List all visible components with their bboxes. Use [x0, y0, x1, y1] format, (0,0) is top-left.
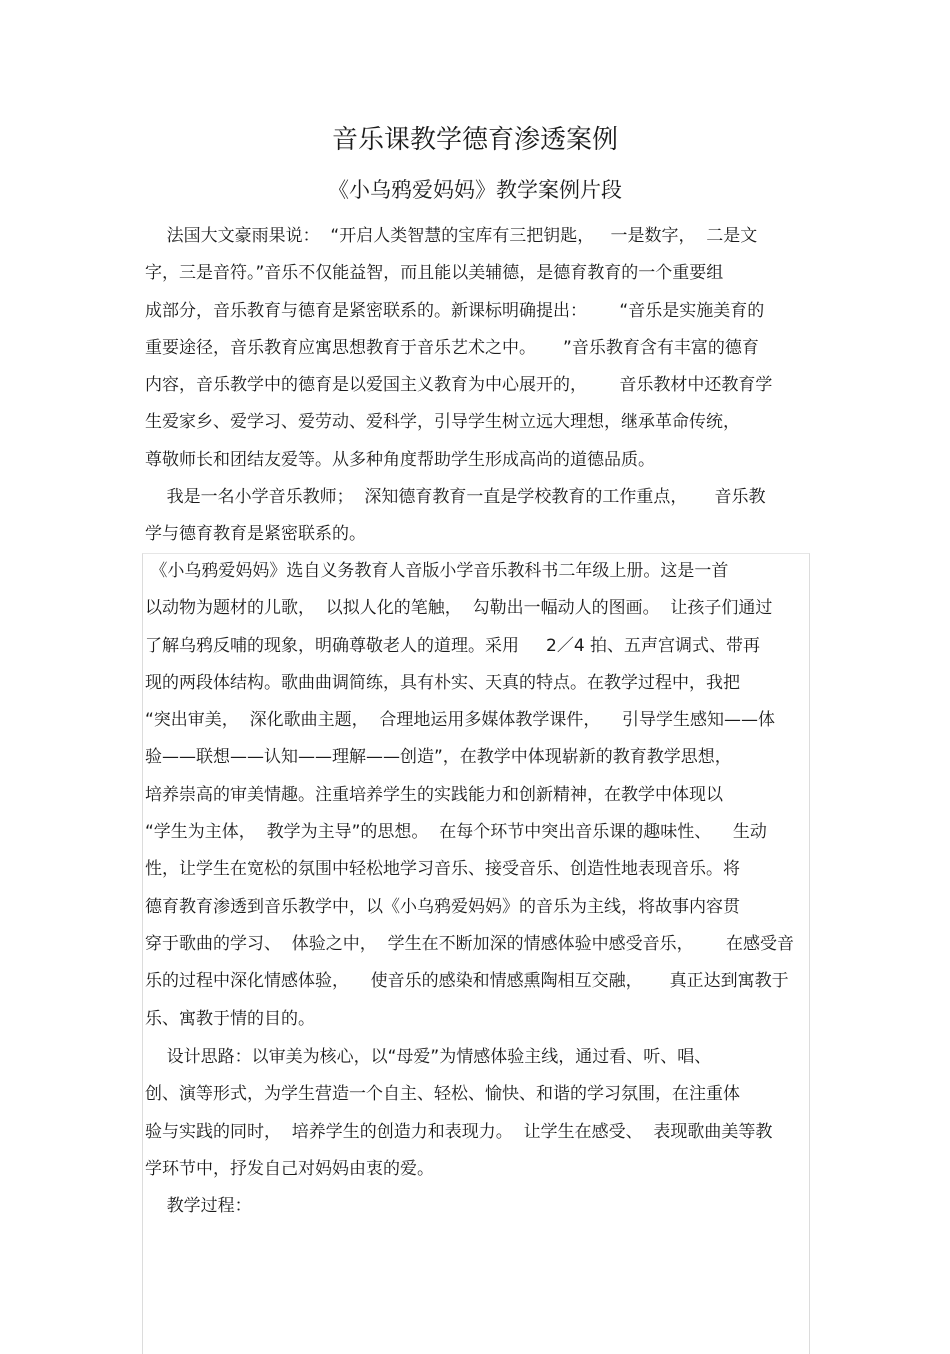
text-line: 字，三是音符。”音乐不仅能益智，而且能以美辅德，是德育教育的一个重要组 [145, 263, 724, 284]
text-line: “学生为主体， 教学为主导”的思想。 在每个环节中突出音乐课的趣味性、 生动 [145, 822, 767, 843]
teacher-paragraph [145, 479, 810, 554]
text-line: 验与实践的同时， 培养学生的创造力和表现力。 让学生在感受、 表现歌曲美等教 [145, 1121, 773, 1142]
document-subtitle: 《小乌鸦爱妈妈》教学案例片段 [328, 178, 622, 202]
text-line: 了解乌鸦反哺的现象，明确尊敬老人的道理。采用 2／4 拍、五声宫调式、带再 [145, 635, 761, 656]
text-line: 性，让学生在宽松的氛围中轻松地学习音乐、接受音乐、创造性地表现音乐。将 [145, 859, 740, 880]
text-line: 《小乌鸦爱妈妈》选自义务教育人音版小学音乐教科书二年级上册。这是一首 [145, 561, 729, 581]
text-line: 成部分，音乐教育与德育是紧密联系的。新课标明确提出： “音乐是实施美育的 [145, 300, 765, 321]
intro-paragraph [145, 218, 810, 479]
text-line: 以动物为题材的儿歌， 以拟人化的笔触， 勾勒出一幅动人的图画。 让孩子们通过 [145, 598, 773, 619]
text-line: 法国大文豪雨果说： “开启人类智慧的宝库有三把钥匙， 一是数字， 二是文 [145, 226, 758, 246]
text-line: 穿于歌曲的学习、 体验之中， 学生在不断加深的情感体验中感受音乐， 在感受音 [145, 933, 795, 954]
text-line: 尊敬师长和团结友爱等。从多种角度帮助学生形成高尚的道德品质。 [145, 449, 655, 470]
text-line: 学环节中，抒发自己对妈妈由衷的爱。 [145, 1158, 434, 1179]
text-line: 创、演等形式，为学生营造一个自主、轻松、愉快、和谐的学习氛围，在注重体 [145, 1084, 740, 1105]
text-line: 德育教育渗透到音乐教学中，以《小乌鸦爱妈妈》的音乐为主线，将故事内容贯 [145, 896, 740, 917]
section-heading: 教学过程： [145, 1196, 252, 1216]
text-line: 生爱家乡、爱学习、爱劳动、爱科学，引导学生树立远大理想，继承革命传统， [145, 412, 740, 433]
text-line: 验——联想——认知——理解——创造”，在教学中体现崭新的教育教学思想， [145, 747, 732, 768]
text-line: 乐、寓教于情的目的。 [145, 1008, 315, 1029]
process-heading [145, 1188, 810, 1225]
text-line: 重要途径，音乐教育应寓思想教育于音乐艺术之中。 ”音乐教育含有丰富的德育 [145, 337, 759, 358]
text-line: 培养崇高的审美情趣。注重培养学生的实践能力和创新精神，在教学中体现以 [145, 784, 723, 805]
text-line: 学与德育教育是紧密联系的。 [145, 524, 366, 545]
text-line: 乐的过程中深化情感体验， 使音乐的感染和情感熏陶相互交融， 真正达到寓教于 [145, 971, 789, 992]
text-line: “突出审美， 深化歌曲主题， 合理地运用多媒体教学课件， 引导学生感知——体 [145, 710, 776, 731]
text-line: 设计思路：以审美为核心，以“母爱”为情感体验主线，通过看、听、唱、 [145, 1047, 712, 1067]
design-paragraph [145, 1039, 810, 1188]
case-paragraph [145, 553, 810, 1038]
text-line: 我是一名小学音乐教师； 深知德育教育一直是学校教育的工作重点， 音乐教 [145, 487, 766, 507]
text-line: 内容，音乐教学中的德育是以爱国主义教育为中心展开的， 音乐教材中还教育学 [145, 375, 773, 396]
text-line: 现的两段体结构。歌曲曲调简练，具有朴实、天真的特点。在教学过程中，我把 [145, 672, 740, 693]
document-title: 音乐课教学德育渗透案例 [331, 125, 618, 155]
